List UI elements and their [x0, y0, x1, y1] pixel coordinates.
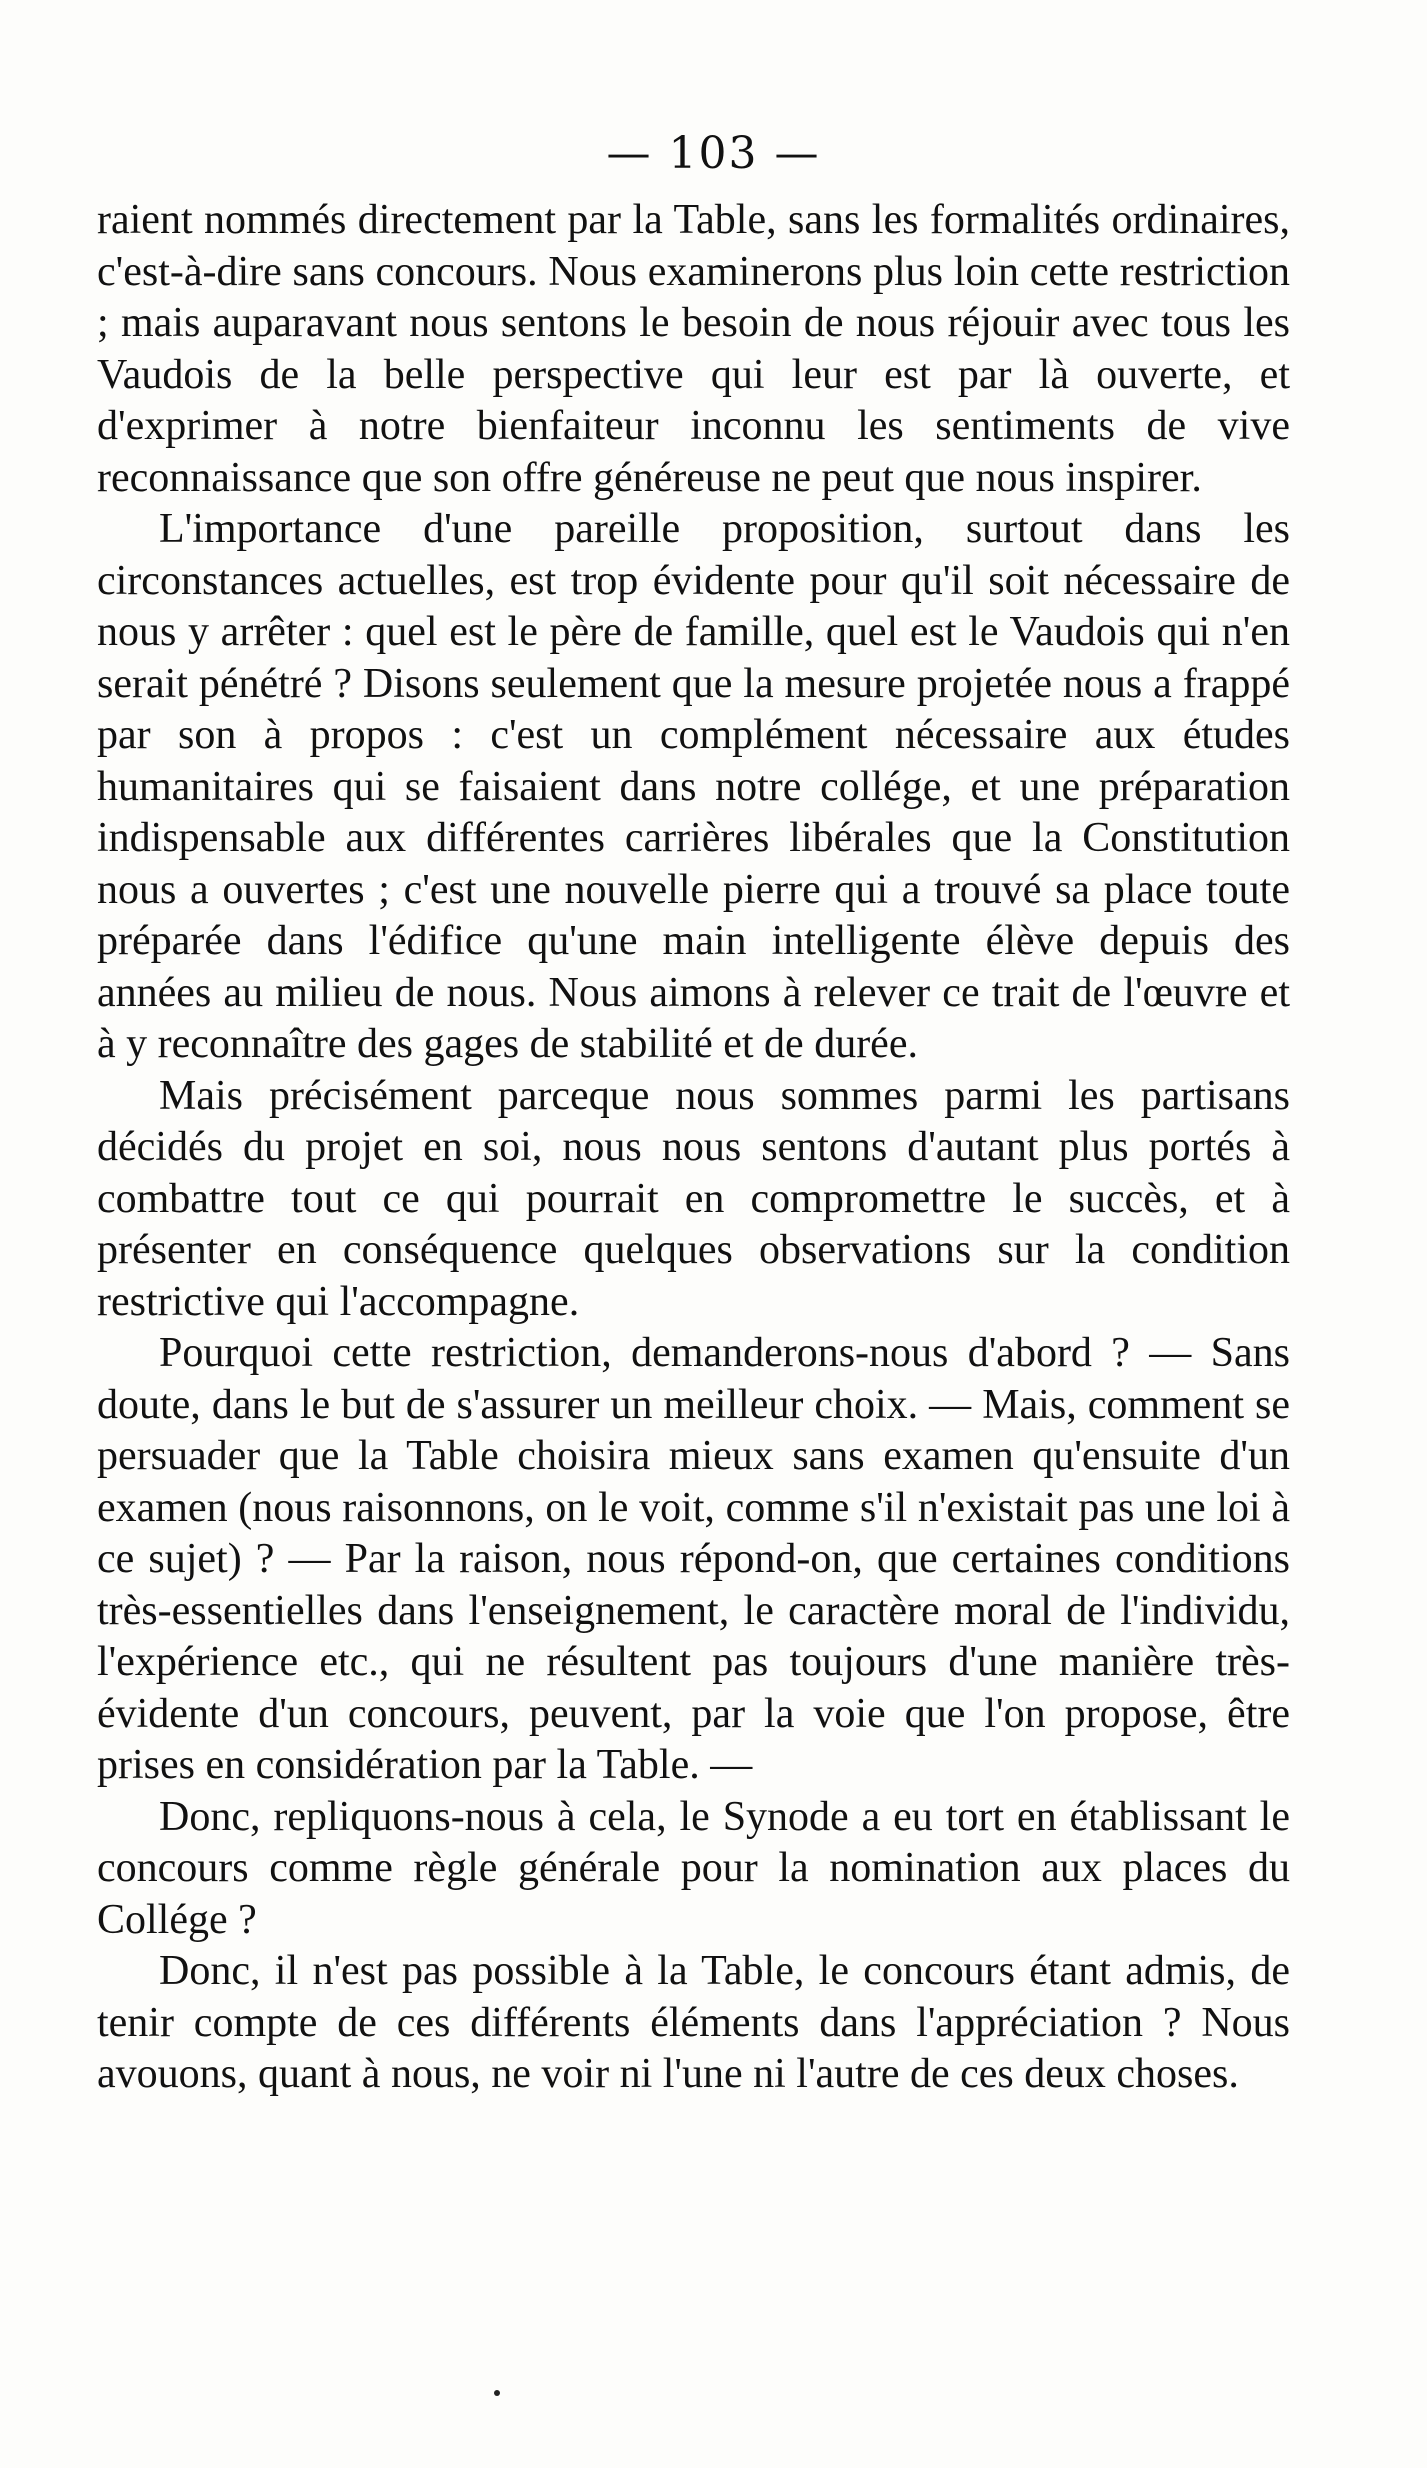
- paragraph-1: raient nommés directement par la Table, sans les formalités ordinaires, c'est-à-dire sans concours. Nous examinerons plus loin cette restriction ; mais auparavant nous sentons le besoin de nous réjouir avec tous les Vaudois de la belle perspective qui leur est par là ouverte, et d'exprimer à notre bienfaiteur inconnu les sentiments de vive reconnaissance que son offre généreuse ne peut que nous inspirer.: [97, 197, 1290, 501]
- paragraph-5: Donc, repliquons-nous à cela, le Synode a eu tort en établissant le concours comme règle générale pour la nomination aux places du Collége ?: [97, 1793, 1290, 1943]
- paragraph-4: Pourquoi cette restriction, demanderons-nous d'abord ? — Sans doute, dans le but de s'assurer un meilleur choix. — Mais, comment se persuader que la Table choisira mieux sans examen qu'ensuite d'un examen (nous raisonnons, on le voit, comme s'il n'existait pas une loi à ce sujet) ? — Par la raison, nous répond-on, que certaines conditions très-essentielles dans l'enseignement, le caractère moral de l'individu, l'expérience etc., qui ne résultent pas toujours d'une manière très-évidente d'un concours, peuvent, par la voie que l'on propose, être prises en considération par la Table. —: [97, 1330, 1290, 1788]
- paragraph-3: Mais précisément parceque nous sommes parmi les partisans décidés du projet en soi, nous nous sentons d'autant plus portés à combattre tout ce qui pourrait en compromettre le succès, et à présenter en conséquence quelques observations sur la condition restrictive qui l'accompagne.: [97, 1072, 1290, 1325]
- body-text: [97, 195, 1290, 2101]
- paragraph-6: Donc, il n'est pas possible à la Table, le concours étant admis, de tenir compte de ces différents éléments dans l'appréciation ? Nous avouons, quant à nous, ne voir ni l'une ni l'autre de ces deux choses.: [97, 1948, 1290, 2097]
- ink-speck: [494, 2390, 500, 2396]
- paragraph-2: L'importance d'une pareille proposition, surtout dans les circonstances actuelles, est trop évidente pour qu'il soit nécessaire de nous y arrêter : quel est le père de famille, quel est le Vaudois qui n'en serait pénétré ? Disons seulement que la mesure projetée nous a frappé par son à propos : c'est un complément nécessaire aux études humanitaires qui se faisaient dans notre collége, et une préparation indispensable aux différentes carrières libérales que la Constitution nous a ouvertes ; c'est une nouvelle pierre qui a trouvé sa place toute préparée dans l'édifice qu'une main intelligente élève depuis des années au milieu de nous. Nous aimons à relever ce trait de l'œuvre et à y reconnaître des gages de stabilité et de durée.: [97, 506, 1290, 1067]
- page-number: — 103 —: [606, 128, 821, 179]
